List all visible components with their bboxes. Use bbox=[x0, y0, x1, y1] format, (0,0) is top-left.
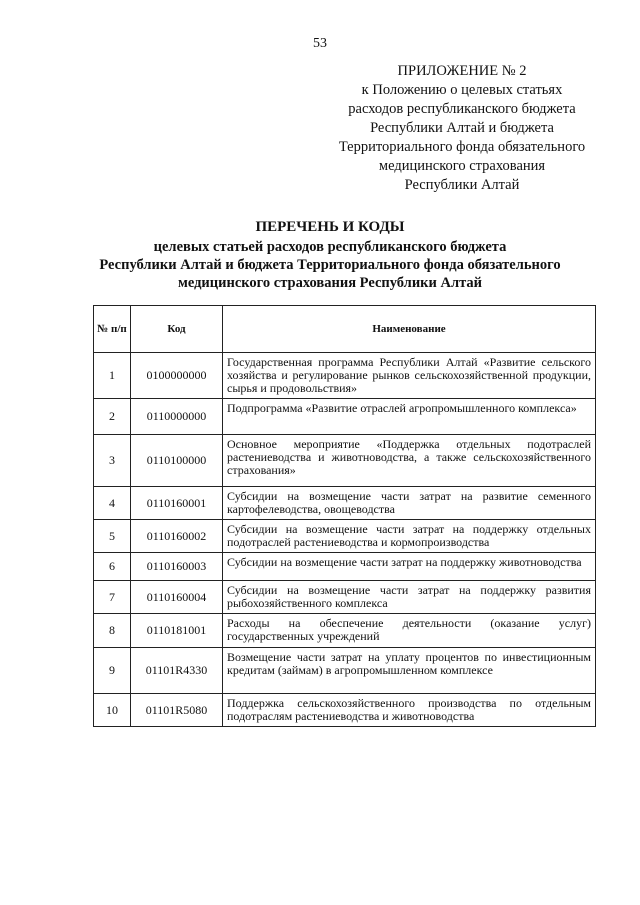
row-name: Основное мероприятие «Поддержка отдельных подотраслей растениеводства и животноводства, а также сельскохозяйственного страхования» bbox=[223, 435, 596, 487]
table-header-row bbox=[94, 306, 596, 353]
table-row bbox=[94, 581, 596, 614]
row-name: Субсидии на возмещение части затрат на развитие семенного картофелеводства, овощеводства bbox=[223, 487, 596, 520]
heading-line: Республики Алтай и бюджета Территориального фонда обязательного bbox=[99, 257, 561, 273]
page-number: 53 bbox=[313, 36, 327, 51]
table-row bbox=[94, 487, 596, 520]
table-row bbox=[94, 520, 596, 553]
row-code: 0110100000 bbox=[131, 435, 223, 487]
row-code: 01101R5080 bbox=[131, 694, 223, 727]
header-number: № п/п bbox=[94, 306, 131, 353]
table-row bbox=[94, 353, 596, 399]
heading-title: ПЕРЕЧЕНЬ И КОДЫ bbox=[255, 219, 405, 235]
table-row bbox=[94, 694, 596, 727]
row-code: 0110160001 bbox=[131, 487, 223, 520]
row-code: 0110160002 bbox=[131, 520, 223, 553]
row-name: Субсидии на возмещение части затрат на поддержку отдельных подотраслей растениеводства и кормопроизводства bbox=[223, 520, 596, 553]
row-number: 7 bbox=[94, 581, 131, 614]
appendix-line: медицинского страхования bbox=[378, 158, 546, 174]
row-number: 2 bbox=[94, 399, 131, 435]
row-code: 0110000000 bbox=[131, 399, 223, 435]
row-name: Субсидии на возмещение части затрат на поддержку животноводства bbox=[223, 553, 596, 581]
row-code: 0110181001 bbox=[131, 614, 223, 648]
row-number: 5 bbox=[94, 520, 131, 553]
appendix-line: Территориального фонда обязательного bbox=[338, 139, 586, 155]
row-name: Поддержка сельскохозяйственного производства по отдельным подотраслям растениеводства и животноводства bbox=[223, 694, 596, 727]
row-code: 0110160003 bbox=[131, 553, 223, 581]
row-number: 3 bbox=[94, 435, 131, 487]
appendix-line: расходов республиканского бюджета bbox=[348, 101, 576, 117]
row-number: 4 bbox=[94, 487, 131, 520]
table-row bbox=[94, 648, 596, 694]
table-row bbox=[94, 553, 596, 581]
heading-line: медицинского страхования Республики Алтай bbox=[177, 275, 483, 291]
row-name: Государственная программа Республики Алтай «Развитие сельского хозяйства и регулирование рынков сельскохозяйственной продукции, сырья и продовольствия» bbox=[223, 353, 596, 399]
row-name: Расходы на обеспечение деятельности (оказание услуг) государственных учреждений bbox=[223, 614, 596, 648]
appendix-line: ПРИЛОЖЕНИЕ № 2 bbox=[397, 63, 527, 79]
row-code: 01101R4330 bbox=[131, 648, 223, 694]
appendix-line: Республики Алтай bbox=[404, 177, 520, 193]
heading-line: целевых статьей расходов республиканского бюджета bbox=[153, 239, 507, 255]
row-number: 6 bbox=[94, 553, 131, 581]
row-name: Субсидии на возмещение части затрат на поддержку развития рыбохозяйственного комплекса bbox=[223, 581, 596, 614]
codes-table bbox=[93, 305, 596, 727]
header-name: Наименование bbox=[223, 306, 596, 353]
appendix-line: к Положению о целевых статьях bbox=[361, 82, 563, 98]
row-number: 9 bbox=[94, 648, 131, 694]
header-code: Код bbox=[131, 306, 223, 353]
table-row bbox=[94, 435, 596, 487]
row-number: 8 bbox=[94, 614, 131, 648]
appendix-block bbox=[322, 62, 602, 195]
table-row bbox=[94, 614, 596, 648]
row-number: 10 bbox=[94, 694, 131, 727]
row-code: 0110160004 bbox=[131, 581, 223, 614]
appendix-line: Республики Алтай и бюджета bbox=[370, 120, 554, 136]
row-name: Подпрограмма «Развитие отраслей агропромышленного комплекса» bbox=[223, 399, 596, 435]
table-row bbox=[94, 399, 596, 435]
row-name: Возмещение части затрат на уплату процентов по инвестиционным кредитам (займам) в агропромышленном комплексе bbox=[223, 648, 596, 694]
row-code: 0100000000 bbox=[131, 353, 223, 399]
document-heading bbox=[60, 218, 600, 292]
row-number: 1 bbox=[94, 353, 131, 399]
